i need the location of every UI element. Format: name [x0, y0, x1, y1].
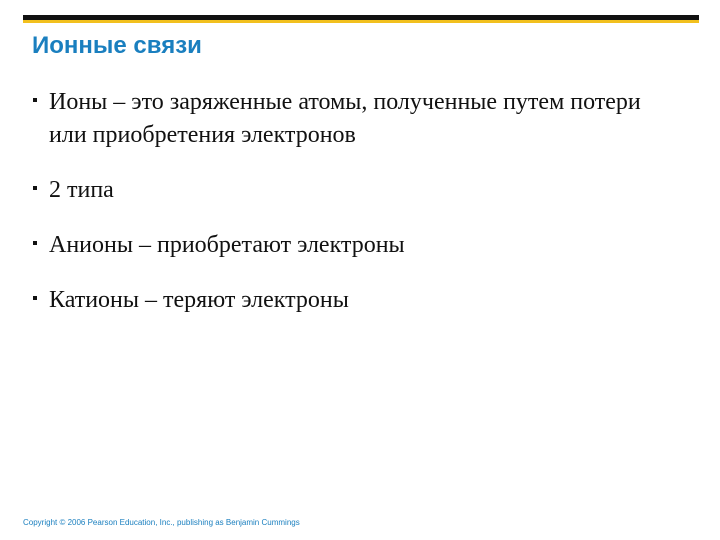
bullet-icon — [33, 98, 37, 102]
bullet-item — [32, 174, 672, 207]
bullet-text: Катионы – теряют электроны — [49, 287, 349, 313]
bullet-icon — [33, 186, 37, 190]
bullet-text: Анионы – приобретают электроны — [49, 232, 405, 258]
copyright-footer: Copyright © 2006 Pearson Education, Inc., publishing as Benjamin Cummings — [23, 518, 300, 527]
bullet-icon — [33, 296, 37, 300]
bullet-icon — [33, 241, 37, 245]
bullet-item — [32, 86, 672, 152]
bullet-text: Ионы – это заряженные атомы, полученные путем потери или приобретения электронов — [49, 89, 641, 148]
slide-title: Ионные связи — [32, 32, 202, 59]
bullet-item — [32, 284, 672, 317]
bullet-text: 2 типа — [49, 177, 114, 203]
bullet-item — [32, 229, 672, 262]
header-accent-stripe — [23, 20, 699, 23]
bullet-list — [32, 86, 672, 339]
